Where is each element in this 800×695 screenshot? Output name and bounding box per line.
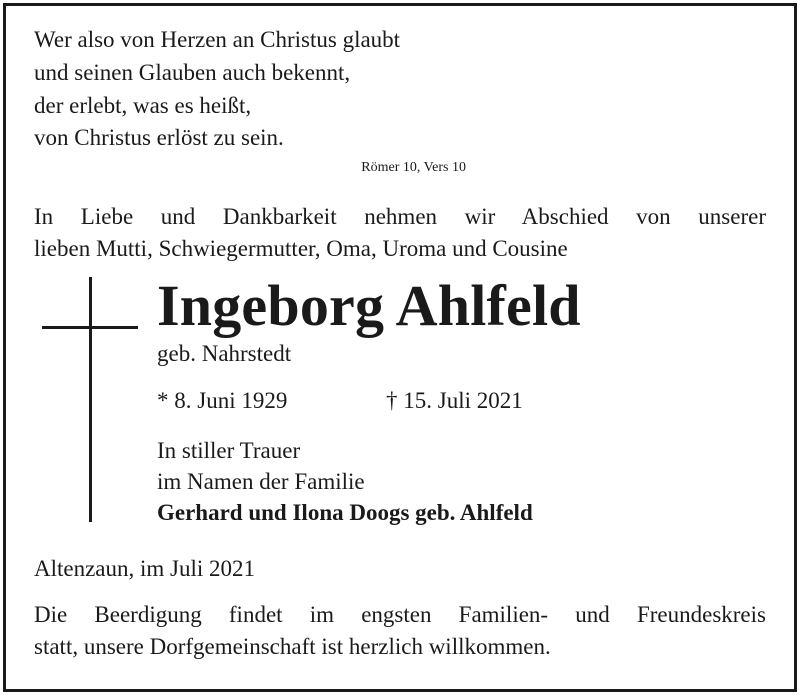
mourning-line-2: im Namen der Familie: [157, 469, 365, 494]
verse-line-4: von Christus erlöst zu sein.: [34, 125, 284, 150]
maiden-name: geb. Nahrstedt: [157, 341, 292, 366]
funeral-note-line-1: Die Beerdigung findet im engsten Familien- und Freundeskreis: [34, 602, 766, 627]
death-date: † 15. Juli 2021: [386, 388, 523, 413]
birth-date: * 8. Juni 1929: [157, 388, 288, 413]
mourning-line-1: In stiller Trauer: [157, 438, 301, 463]
verse-line-3: der erlebt, was es heißt,: [34, 93, 252, 118]
verse-line-2: und seinen Glauben auch bekennt,: [34, 60, 351, 85]
cross-icon-horizontal: [42, 326, 138, 329]
funeral-note-line-2: statt, unsere Dorfgemeinschaft ist herzlich willkommen.: [34, 634, 551, 659]
intro-line-1: In Liebe und Dankbarkeit nehmen wir Abschied von unserer: [34, 204, 766, 229]
verse-reference: Römer 10, Vers 10: [361, 160, 466, 175]
place-date: Altenzaun, im Juli 2021: [34, 556, 256, 581]
deceased-name: Ingeborg Ahlfeld: [157, 273, 581, 338]
intro-line-2: lieben Mutti, Schwiegermutter, Oma, Uroma und Cousine: [34, 236, 568, 261]
cross-icon-vertical: [89, 277, 92, 522]
mourner-names: Gerhard und Ilona Doogs geb. Ahlfeld: [157, 500, 533, 525]
verse-line-1: Wer also von Herzen an Christus glaubt: [34, 27, 401, 52]
